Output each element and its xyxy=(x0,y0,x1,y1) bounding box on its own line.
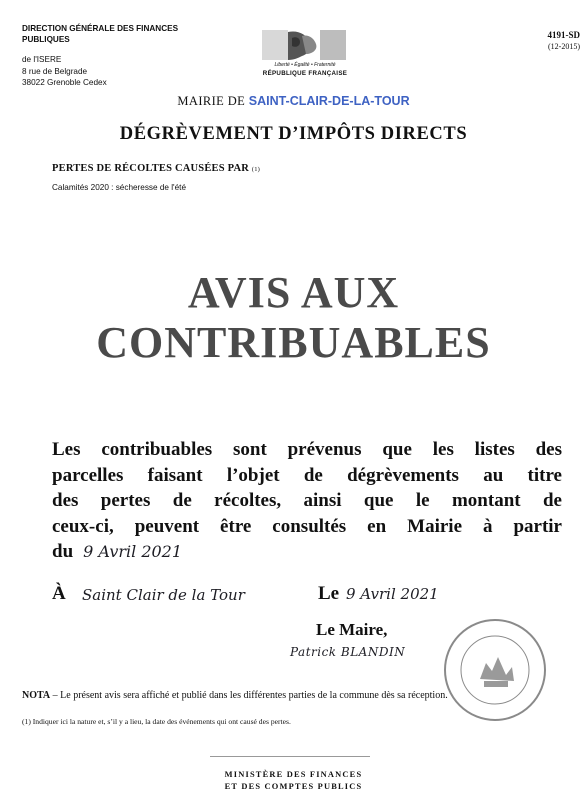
pertes-heading xyxy=(52,163,260,174)
notice-line-3: des pertes de récoltes, ainsi que le montant de xyxy=(52,490,562,511)
handwritten-signatory: Patrick BLANDIN xyxy=(290,645,406,659)
dept-address xyxy=(22,54,107,89)
pertes-label: PERTES DE RÉCOLTES CAUSÉES PAR xyxy=(52,163,250,174)
notice-line-4: ceux-ci, peuvent être consultés en Mairie à partir xyxy=(52,515,562,537)
avis-line-1: AVIS AUX xyxy=(187,268,400,317)
mairie-name-stamp: SAINT-CLAIR-DE-LA-TOUR xyxy=(248,94,410,108)
dgfip-heading: DIRECTION GÉNÉRALE DES FINANCES PUBLIQUES xyxy=(22,24,179,44)
footnote: (1) Indiquer ici la nature et, s’il y a lieu, la date des événements qui ont causé des pertes. xyxy=(22,717,291,726)
notice-line-5 xyxy=(52,539,562,565)
mairie-line xyxy=(0,94,587,109)
logo-republic: RÉPUBLIQUE FRANÇAISE xyxy=(262,70,348,77)
notice-line-1: Les contribuables sont prévenus que les listes des xyxy=(52,439,562,460)
nota-text: – Le présent avis sera affiché et publié dans les différentes parties de la commune dès sa réception. xyxy=(50,690,448,701)
ministry-line-1: MINISTÈRE DES FINANCES xyxy=(224,770,363,779)
maire-label: Le Maire, xyxy=(316,620,388,639)
avis-heading xyxy=(0,268,587,368)
le-label: Le xyxy=(318,583,340,604)
nota-label: NOTA xyxy=(22,690,51,701)
footer-divider xyxy=(210,756,370,757)
mairie-prefix: MAIRIE DE xyxy=(177,94,246,108)
ministry-footer xyxy=(0,769,587,792)
notice-body xyxy=(52,437,562,565)
pertes-ref: (1) xyxy=(251,166,261,173)
ministry-line-2: ET DES COMPTES PUBLICS xyxy=(224,781,363,791)
avis-line-2: CONTRIBUABLES xyxy=(96,318,491,367)
calamites-line: Calamités 2020 : sécheresse de l'été xyxy=(52,183,187,192)
dept-street: 8 rue de Belgrade xyxy=(22,66,88,76)
at-label: À xyxy=(52,583,66,604)
handwritten-date-from: 9 Avril 2021 xyxy=(83,542,183,561)
form-number: 4191-SD xyxy=(547,30,580,40)
mairie-seal-icon xyxy=(440,615,550,725)
dept-city: 38022 Grenoble Cedex xyxy=(22,78,107,87)
handwritten-place: Saint Clair de la Tour xyxy=(82,586,245,604)
logo-motto: Liberté • Égalité • Fraternité xyxy=(274,62,336,68)
page-title: DÉGRÈVEMENT D’IMPÔTS DIRECTS xyxy=(119,124,468,144)
notice-line-2: parcelles faisant l’objet de dégrèvements au titre xyxy=(52,464,562,486)
form-version: (12-2015) xyxy=(548,42,580,51)
nota-line xyxy=(22,690,562,701)
dept-name: de l'ISERE xyxy=(22,55,62,64)
handwritten-date-signed: 9 Avril 2021 xyxy=(346,585,439,603)
notice-du: du xyxy=(52,541,74,562)
